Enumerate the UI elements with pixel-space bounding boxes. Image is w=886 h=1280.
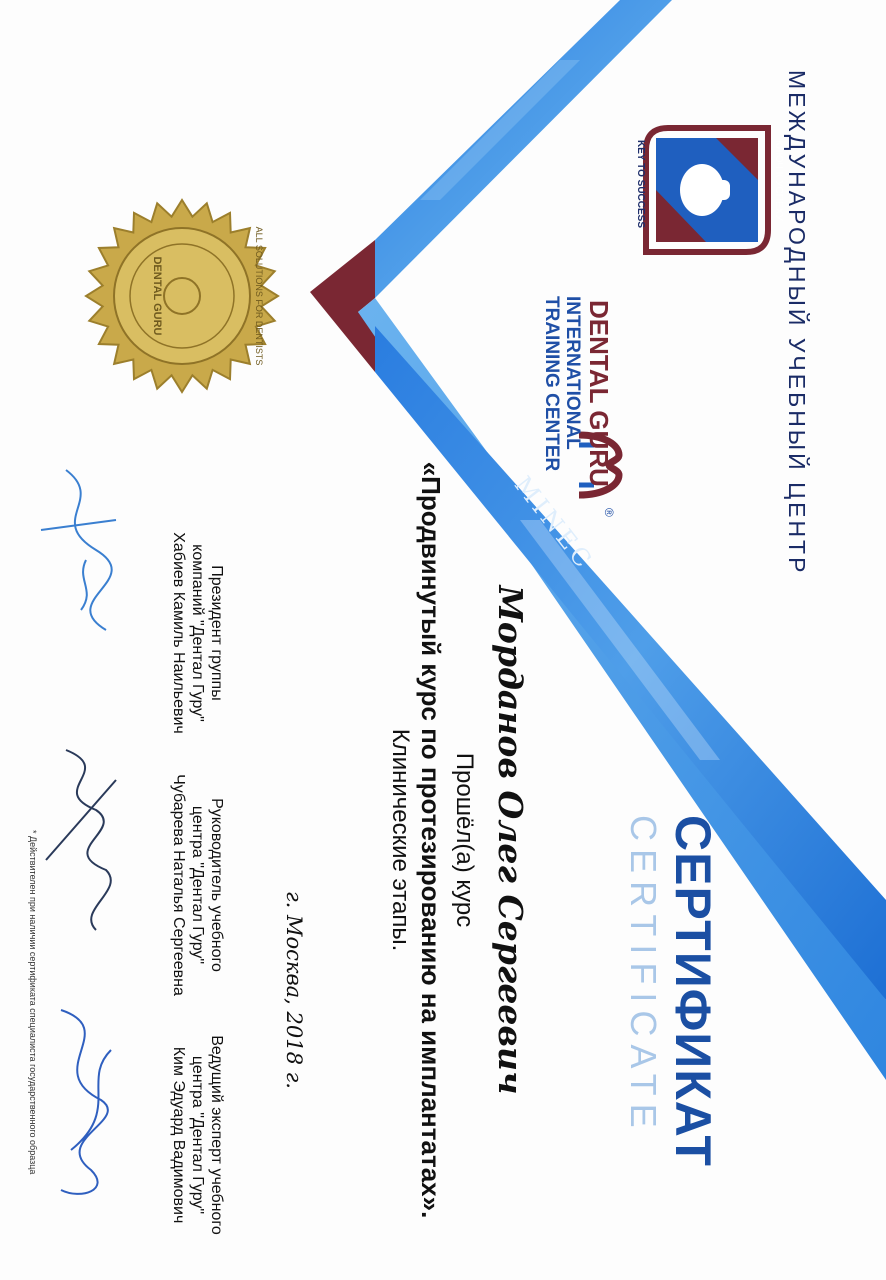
completed-text: Прошёл(а) курс xyxy=(451,752,478,928)
course-title: «Продвинутый курс по протезированию на имплантатах». xyxy=(416,461,446,1219)
logo-line3: TRAINING CENTER xyxy=(541,296,562,472)
signatory-3 xyxy=(169,1010,226,1260)
course-subtitle: Клинические этапы. xyxy=(387,728,414,952)
recipient-name: Морданов Олег Сергеевич xyxy=(491,585,530,1095)
signatory-1-line1: Президент группы xyxy=(208,565,225,701)
place-date: г. Москва, 2018 г. xyxy=(282,891,306,1089)
ribbon-label: MINEC xyxy=(508,471,600,576)
logo-slogan-en: KEY TO SUCCESS xyxy=(635,140,646,228)
signature-1 xyxy=(36,460,126,660)
signatory-1 xyxy=(169,508,226,758)
signatory-1-line2: компаний "Дентал Гуру" xyxy=(189,544,206,722)
logo-brand: DENTAL GURU xyxy=(584,300,614,487)
signatory-1-line3: Хабиев Камиль Наильевич xyxy=(170,532,187,734)
signatory-3-line1: Ведущий эксперт учебного xyxy=(208,1035,225,1235)
logo-badge xyxy=(636,120,776,260)
signatory-3-line3: Ким Эдуард Вадимович xyxy=(170,1046,187,1224)
signatory-2-line2: центра "Дентал Гуру" xyxy=(189,805,206,965)
center-name: МЕЖДУНАРОДНЫЙ УЧЕБНЫЙ ЦЕНТР xyxy=(784,70,810,576)
signature-3 xyxy=(31,990,141,1210)
signatory-2 xyxy=(169,760,226,1010)
gold-seal xyxy=(82,196,282,396)
seal-inner-text: DENTAL GURU xyxy=(151,256,163,336)
logo-registered: ® xyxy=(602,508,616,517)
seal-outer-text: ALL SOLUTIONS FOR DENTISTS xyxy=(254,226,264,366)
title-en: CERTIFICATE xyxy=(623,815,664,1136)
logo-slogan-ru: КЛЮЧ К УСПЕХУ xyxy=(773,140,784,221)
footnote: * Действителен при наличии сертификата специалиста государственного образца xyxy=(28,830,38,1175)
signatory-2-line3: Чубарева Наталья Сергеевна xyxy=(170,774,187,996)
signatory-3-line2: центра "Дентал Гуру" xyxy=(189,1055,206,1215)
logo-line2: INTERNATIONAL xyxy=(562,296,583,450)
title-ru: СЕРТИФИКАТ xyxy=(665,815,721,1167)
logo xyxy=(541,110,786,517)
signatory-2-line1: Руководитель учебного xyxy=(208,798,225,972)
signature-2 xyxy=(36,740,136,940)
